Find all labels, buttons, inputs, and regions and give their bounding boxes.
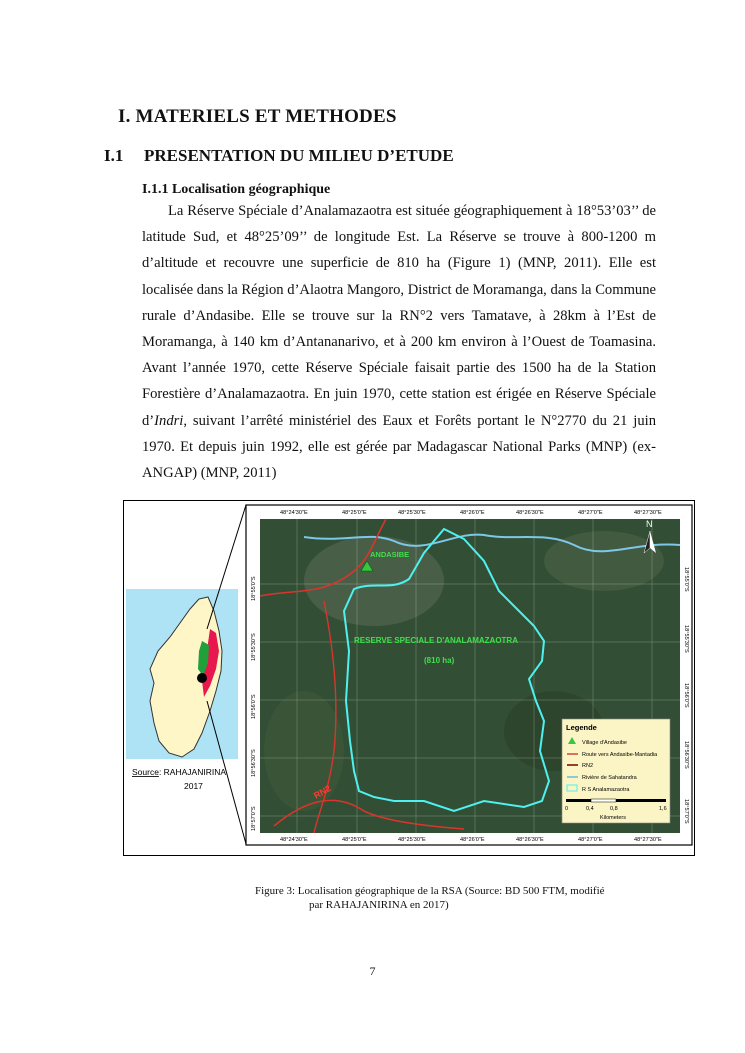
svg-text:18°55'0"S: 18°55'0"S	[251, 576, 257, 601]
svg-text:18°55'30"S: 18°55'30"S	[683, 625, 689, 653]
body-paragraph	[142, 198, 656, 486]
svg-text:48°25'0"E: 48°25'0"E	[342, 510, 367, 516]
svg-text:48°25'30"E: 48°25'30"E	[398, 510, 426, 516]
svg-text:RN2: RN2	[312, 783, 333, 801]
legend-item: Route vers Andasibe-Mantadia	[582, 752, 658, 758]
svg-text:N: N	[646, 519, 653, 529]
subsubsection-heading: I.1.1 Localisation géographique	[142, 182, 331, 197]
main-map	[246, 505, 692, 845]
caption-line-1: Figure 3: Localisation géographique de la RSA (Source: BD 500 FTM, modifié	[255, 885, 605, 897]
svg-text:18°55'0"S: 18°55'0"S	[683, 567, 689, 592]
svg-text:18°55'30"S: 18°55'30"S	[251, 633, 257, 661]
svg-text:18°56'0"S: 18°56'0"S	[251, 694, 257, 719]
subsection-number: I.1	[104, 146, 124, 165]
subsection-heading	[104, 146, 454, 166]
inset-source-label: Source: RAHAJANIRINA	[132, 767, 227, 777]
svg-text:48°24'30"E: 48°24'30"E	[280, 510, 308, 516]
svg-text:48°27'30"E: 48°27'30"E	[634, 510, 662, 516]
svg-text:18°56'30"S: 18°56'30"S	[683, 741, 689, 769]
italic-species-name: Indri	[154, 412, 184, 429]
legend-item: RN2	[582, 763, 594, 769]
svg-text:48°26'30"E: 48°26'30"E	[516, 837, 544, 843]
svg-text:48°27'0"E: 48°27'0"E	[578, 837, 603, 843]
page-number: 7	[369, 964, 376, 978]
svg-text:48°25'30"E: 48°25'30"E	[398, 837, 426, 843]
location-figure	[123, 500, 695, 856]
svg-text:48°25'0"E: 48°25'0"E	[342, 837, 367, 843]
map-village-label: ANDASIBE	[370, 550, 410, 559]
svg-text:18°56'30"S: 18°56'30"S	[251, 749, 257, 777]
inset-source-year: 2017	[184, 781, 203, 791]
svg-text:18°56'0"S: 18°56'0"S	[683, 683, 689, 708]
svg-text:18°57'0"S: 18°57'0"S	[251, 806, 257, 831]
svg-text:48°26'0"E: 48°26'0"E	[460, 510, 485, 516]
legend-title: Legende	[566, 723, 597, 732]
legend-item: Rivière de Sahatandra	[582, 775, 637, 781]
caption-line-2: par RAHAJANIRINA en 2017)	[309, 899, 449, 911]
svg-text:0: 0	[565, 806, 569, 812]
svg-text:0,4: 0,4	[586, 806, 594, 812]
map-legend	[562, 719, 670, 823]
figure-caption	[255, 884, 675, 912]
svg-text:18°57'0"S: 18°57'0"S	[683, 799, 689, 824]
svg-text:48°24'30"E: 48°24'30"E	[280, 837, 308, 843]
map-area-label: (810 ha)	[424, 656, 455, 665]
svg-text:0,8: 0,8	[610, 806, 618, 812]
subsection-title: PRESENTATION DU MILIEU D’ETUDE	[144, 146, 454, 165]
svg-text:48°26'0"E: 48°26'0"E	[460, 837, 485, 843]
paragraph-text-2: , suivant l’arrêté ministériel des Eaux et Forêts portant le N°2770 du 21 juin 1970. Et depuis juin 1992, elle est gérée par Madagascar National Parks (MNP) (ex-ANGAP) (MNP, 2011)	[142, 412, 656, 482]
figure-svg	[124, 501, 694, 855]
paragraph-text-1: La Réserve Spéciale d’Analamazaotra est située géographiquement à 18°53’03’’ de latitude Sud, et 48°25’09’’ de longitude Est. La Réserve se trouve à 800-1200 m d’altitude et recouvre une superficie de 810 ha (Figure 1) (MNP, 2011). Elle est localisée dans la Région d’Alaotra Mangoro, District de Moramanga, dans la Commune rurale d’Andasibe. Elle se trouve sur la RN°2 vers Tamatave, à 28km à l’Est de Moramanga, à 140 km d’Antananarivo, et à 200 km environ à l’Ouest de Toamasina. Avant l’année 1970, cette Réserve Spéciale faisait partie des 1500 ha de la Station Forestière d’Analamazaotra. En juin 1970, cette station est érigée en Réserve Spéciale d’	[142, 203, 656, 429]
svg-text:48°26'30"E: 48°26'30"E	[516, 510, 544, 516]
madagascar-inset-map	[126, 589, 238, 759]
svg-text:Kilometers: Kilometers	[600, 815, 626, 821]
legend-item: Village d'Andasibe	[582, 740, 627, 746]
legend-item: R S Analamazaotra	[582, 787, 630, 793]
svg-text:1,6: 1,6	[659, 806, 667, 812]
svg-text:48°27'0"E: 48°27'0"E	[578, 510, 603, 516]
section-heading: I. MATERIELS ET METHODES	[118, 106, 397, 127]
svg-text:48°27'30"E: 48°27'30"E	[634, 837, 662, 843]
map-reserve-label: RESERVE SPECIALE D'ANALAMAZAOTRA	[354, 636, 518, 645]
